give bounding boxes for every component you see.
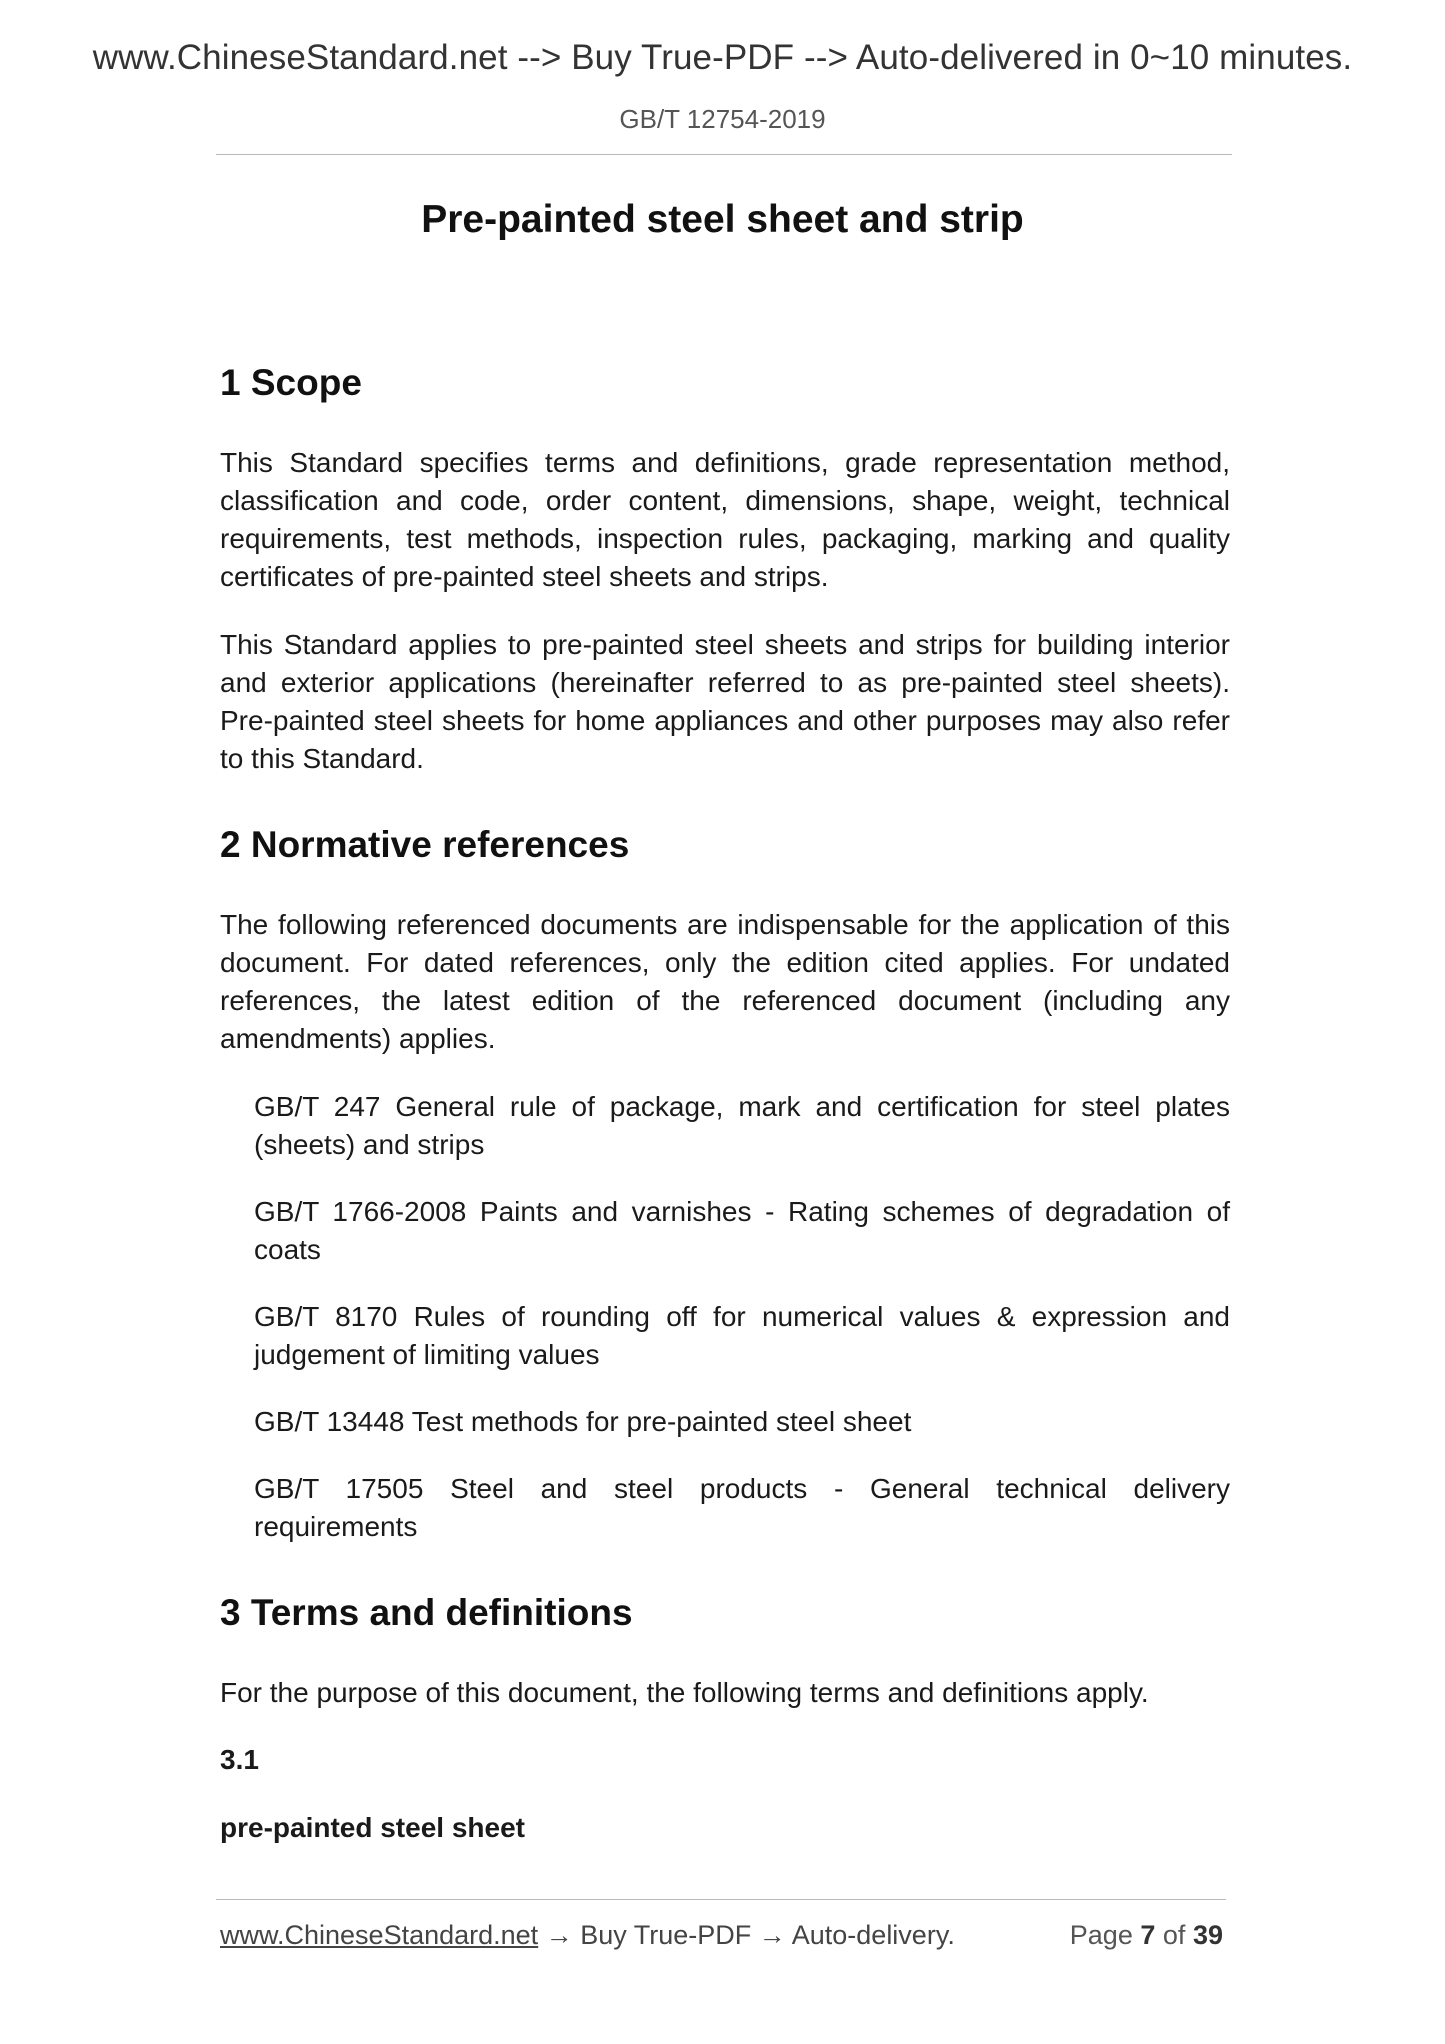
terms-intro: For the purpose of this document, the following terms and definitions apply. — [220, 1677, 1149, 1708]
reference-item: GB/T 13448 Test methods for pre-painted steel sheet — [254, 1406, 912, 1437]
term-name: pre-painted steel sheet — [220, 1812, 525, 1843]
page-current: 7 — [1140, 1920, 1156, 1950]
footer-site-link[interactable]: www.ChineseStandard.net — [220, 1920, 539, 1950]
footer-tagline: → Buy True-PDF → Auto-delivery. — [538, 1920, 955, 1950]
reference-item: GB/T 247 General rule of package, mark and certification for steel plates (sheets) and strips — [254, 1091, 1230, 1160]
footer-divider — [216, 1899, 1226, 1900]
page-of: of — [1162, 1920, 1186, 1950]
scope-paragraph-2: This Standard applies to pre-painted steel sheets and strips for building interior and exterior applications (hereinafter referred to as pre-painted steel sheets). Pre-painted steel sheets for home appliances and other purposes may also refer to this Standard. — [220, 629, 1230, 774]
document-body — [220, 362, 1230, 1878]
page-label: Page — [1069, 1920, 1133, 1950]
section-scope — [220, 362, 1230, 778]
standard-code: GB/T 12754-2019 — [619, 104, 826, 134]
normative-intro: The following referenced documents are indispensable for the application of this document. For dated references, only the edition cited applies. For undated references, the latest edition of the referenced document (including any amendments) applies. — [220, 909, 1230, 1054]
section-heading-terms: 3 Terms and definitions — [220, 1592, 633, 1633]
reference-item: GB/T 8170 Rules of rounding off for numerical values & expression and judgement of limiting values — [254, 1301, 1230, 1370]
page-total: 39 — [1192, 1920, 1223, 1950]
reference-item: GB/T 17505 Steel and steel products - General technical delivery requirements — [254, 1473, 1230, 1542]
header-divider — [216, 154, 1232, 155]
page-indicator — [1070, 1920, 1223, 1951]
reference-item: GB/T 1766-2008 Paints and varnishes - Rating schemes of degradation of coats — [254, 1196, 1230, 1265]
scope-paragraph-1: This Standard specifies terms and definitions, grade representation method, classification and code, order content, dimensions, shape, weight, technical requirements, test methods, inspection rules, packaging, marking and quality certificates of pre-painted steel sheets and strips. — [220, 447, 1230, 592]
section-normative-references — [220, 824, 1230, 1546]
top-banner: www.ChineseStandard.net --> Buy True-PDF --> Auto-delivered in 0~10 minutes. — [92, 38, 1353, 77]
section-heading-scope: 1 Scope — [220, 362, 362, 403]
section-terms-definitions — [220, 1592, 1230, 1846]
footer-left — [220, 1920, 955, 1951]
section-heading-normative: 2 Normative references — [220, 824, 630, 865]
document-title: Pre-painted steel sheet and strip — [421, 198, 1024, 241]
term-number: 3.1 — [220, 1744, 259, 1775]
